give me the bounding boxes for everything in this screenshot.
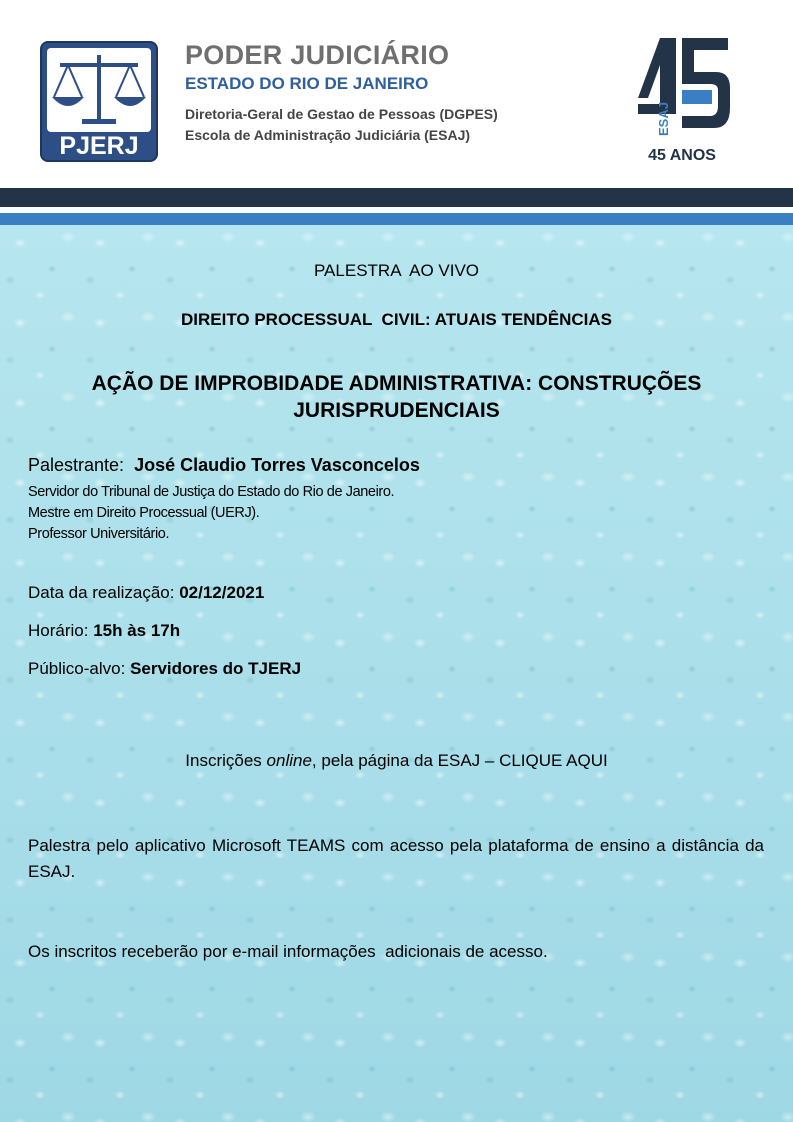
header (0, 0, 793, 188)
registration-middle: , pela página da ESAJ – (311, 751, 500, 770)
header-line-dgpes: Diretoria-Geral de Gestao de Pessoas (DGPES) (185, 106, 498, 122)
pjerj-logo-text: PJERJ (59, 132, 139, 160)
audience-label: Público-alvo: (28, 659, 126, 678)
header-stripe-dark (0, 188, 793, 207)
registration-online: online (266, 751, 312, 770)
access-notice: Os inscritos receberão por e-mail informações adicionais de acesso. (28, 942, 548, 961)
platform-text: Palestra pelo aplicativo Microsoft TEAMS com acesso pela plataforma de ensino a distância da ESAJ. (28, 836, 764, 881)
esaj-45-logo (630, 36, 735, 164)
date-value: 02/12/2021 (179, 583, 265, 602)
registration-prefix: Inscrições (185, 751, 262, 770)
event-audience (28, 659, 301, 679)
header-line-esaj: Escola de Administração Judiciária (ESAJ) (185, 127, 471, 143)
registration-line (0, 751, 793, 771)
speaker-name: José Claudio Torres Vasconcelos (134, 455, 420, 475)
esaj-vertical-label: ESAJ (656, 102, 671, 136)
event-theme: DIREITO PROCESSUAL CIVIL: ATUAIS TENDÊNCIAS (180, 310, 613, 329)
event-kind: PALESTRA AO VIVO (313, 261, 480, 280)
header-stripe-blue (0, 213, 793, 225)
event-title-line-1: AÇÃO DE IMPROBIDADE ADMINISTRATIVA: CONSTRUÇÕES (91, 372, 702, 395)
event-date (28, 583, 264, 603)
speaker-credential: Mestre em Direito Processual (UERJ). (28, 505, 260, 521)
speaker-label: Palestrante: (28, 455, 125, 475)
event-title-line-2: JURISPRUDENCIAIS (293, 399, 500, 422)
pjerj-logo (40, 41, 158, 162)
time-value: 15h às 17h (93, 621, 181, 640)
speaker-credential: Professor Universitário. (28, 526, 170, 542)
flyer-content (0, 225, 793, 1122)
audience-value: Servidores do TJERJ (130, 659, 302, 678)
time-label: Horário: (28, 621, 89, 640)
event-time (28, 621, 180, 641)
registration-link[interactable]: CLIQUE AQUI (499, 751, 608, 770)
header-text (185, 40, 498, 146)
speaker-credential: Servidor do Tribunal de Justiça do Estado do Rio de Janeiro. (28, 484, 395, 500)
date-label: Data da realização: (28, 583, 175, 602)
speaker-line (28, 455, 420, 476)
header-subtitle: ESTADO DO RIO DE JANEIRO (185, 74, 429, 93)
header-title: PODER JUDICIÁRIO (185, 40, 450, 70)
esaj-years-label: 45 ANOS (648, 147, 716, 164)
event-title (0, 370, 793, 424)
